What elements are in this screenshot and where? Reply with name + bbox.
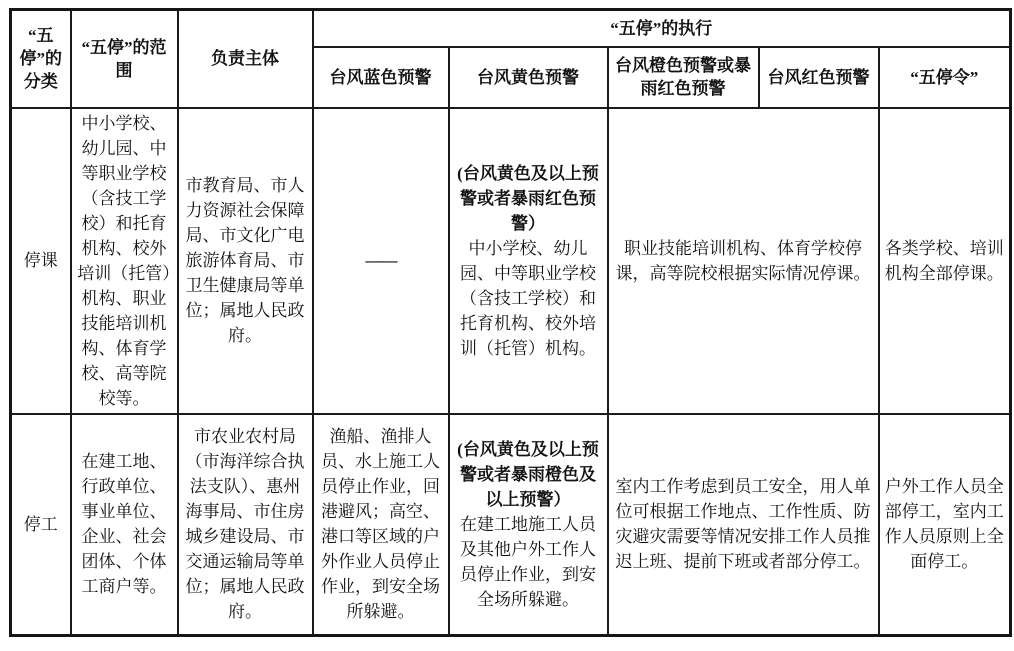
five-stops-table <box>9 8 1012 637</box>
cell-r2-blue: 渔船、渔排人员、水上施工人员停止作业，回港避风；高空、港口等区域的户外作业人员停止作业，到安全场所躲避。 <box>313 414 449 636</box>
cell-r1-responsible: 市教育局、市人力资源社会保障局、市文化广电旅游体育局、市卫生健康局等单位；属地人民政府。 <box>178 108 313 414</box>
cell-r1-blue: —— <box>313 108 449 414</box>
header-red-warning: 台风红色预警 <box>759 47 879 108</box>
header-yellow-warning: 台风黄色预警 <box>449 47 608 108</box>
header-blue-warning: 台风蓝色预警 <box>313 47 449 108</box>
cell-r1-classification: 停课 <box>11 108 71 414</box>
header-orange-warning: 台风橙色预警或暴雨红色预警 <box>608 47 759 108</box>
header-responsible: 负责主体 <box>178 10 313 108</box>
cell-r1-yellow <box>449 108 608 414</box>
header-classification: “五停”的分类 <box>11 10 71 108</box>
header-execution: “五停”的执行 <box>313 10 1011 47</box>
yellow-warning-body: 中小学校、幼儿园、中等职业学校（含技工学校）和托育机构、校外培训（托管）机构。 <box>460 238 596 358</box>
cell-r2-responsible: 市农业农村局（市海洋综合执法支队）、惠州海事局、市住房城乡建设局、市交通运输局等单位；属地人民政府。 <box>178 414 313 636</box>
cell-r1-scope: 中小学校、幼儿园、中等职业学校（含技工学校）和托育机构、校外培训（托管）机构、职业技能培训机构、体育学校、高等院校等。 <box>71 108 178 414</box>
yellow-warning-body: 在建工地施工人员及其他户外工作人员停止作业，到安全场所躲避。 <box>460 514 596 609</box>
header-scope: “五停”的范围 <box>71 10 178 108</box>
cell-r2-scope: 在建工地、行政单位、事业单位、企业、社会团体、个体工商户等。 <box>71 414 178 636</box>
cell-r2-yellow <box>449 414 608 636</box>
cell-r2-order: 户外工作人员全部停工，室内工作人员原则上全面停工。 <box>879 414 1011 636</box>
table-row-stop-work <box>11 414 1011 636</box>
header-five-stop-order: “五停令” <box>879 47 1011 108</box>
cell-r1-order: 各类学校、培训机构全部停课。 <box>879 108 1011 414</box>
table-row-stop-classes <box>11 108 1011 414</box>
yellow-warning-note: (台风黄色及以上预警或者暴雨橙色及以上预警） <box>457 439 599 509</box>
cell-r2-orange-red: 室内工作考虑到员工安全，用人单位可根据工作地点、工作性质、防灾避灾需要等情况安排工作人员推迟上班、提前下班或者部分停工。 <box>608 414 879 636</box>
cell-r1-orange-red: 职业技能培训机构、体育学校停课，高等院校根据实际情况停课。 <box>608 108 879 414</box>
yellow-warning-note: (台风黄色及以上预警或者暴雨红色预警） <box>457 163 599 233</box>
cell-r2-classification: 停工 <box>11 414 71 636</box>
